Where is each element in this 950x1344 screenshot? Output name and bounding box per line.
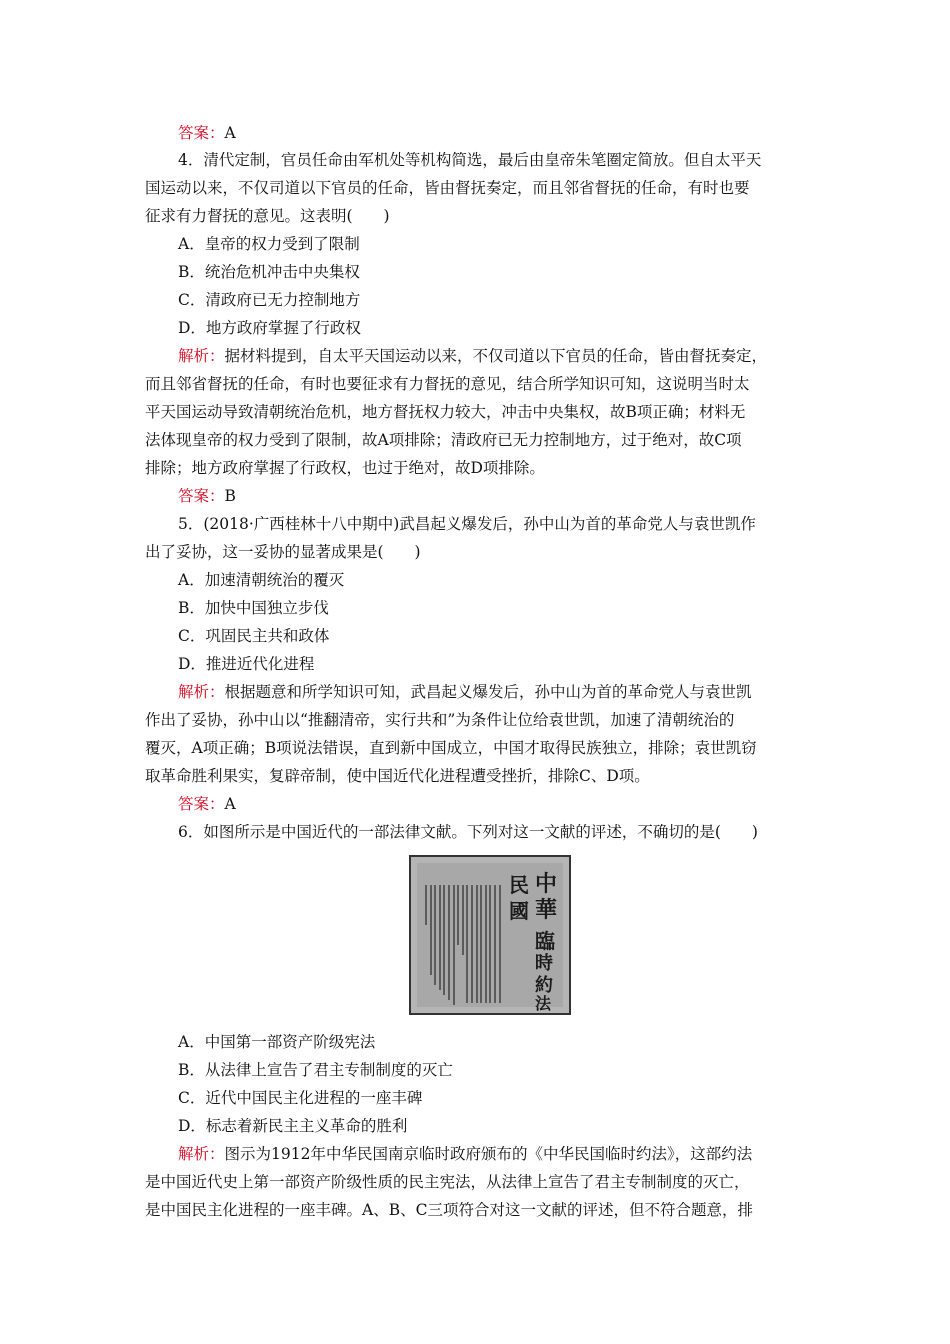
- text-line: [145, 206, 390, 226]
- text-line: [145, 766, 650, 786]
- text-column-mark: [425, 885, 427, 925]
- text-line: [145, 1172, 750, 1192]
- text-column-mark: [443, 885, 445, 995]
- line-text: 是中国近代史上第一部资产阶级性质的民主宪法，从法律上宣告了君主专制制度的灭亡，: [145, 1173, 750, 1191]
- line-text: C．巩固民主共和政体: [178, 627, 330, 645]
- line-text: A: [224, 795, 236, 813]
- text-line: [178, 234, 360, 254]
- red-label: 解析：: [178, 347, 225, 365]
- line-text: B．加快中国独立步伐: [178, 599, 329, 617]
- text-line: [178, 1060, 453, 1080]
- text-column-mark: [457, 885, 459, 945]
- text-line: [145, 738, 757, 758]
- line-text: A．中国第一部资产阶级宪法: [178, 1033, 376, 1051]
- line-text: D．标志着新民主主义革命的胜利: [178, 1117, 408, 1135]
- text-line: [178, 1088, 422, 1108]
- text-column-mark: [439, 885, 441, 990]
- text-column-mark: [471, 885, 473, 1003]
- line-text: C．清政府已无力控制地方: [178, 291, 361, 309]
- red-label: 解析：: [178, 683, 225, 701]
- text-line: [178, 682, 752, 702]
- line-text: 法体现皇帝的权力受到了限制，故A项排除；清政府已无力控制地方，过于绝对，故C项: [145, 431, 742, 449]
- text-column-mark: [434, 885, 436, 985]
- line-text: 征求有力督抚的意见。这表明( ): [145, 207, 390, 225]
- line-text: 作出了妥协，孙中山以“推翻清帝，实行共和”为条件让位给袁世凯，加速了清朝统治的: [145, 711, 735, 729]
- text-line: [178, 346, 767, 366]
- text-line: [178, 822, 758, 842]
- figure-title-char: 臨: [535, 929, 555, 953]
- line-text: B．统治危机冲击中央集权: [178, 263, 360, 281]
- line-text: 覆灭，A项正确；B项说法错误，直到新中国成立，中国才取得民族独立，排除；袁世凯窃: [145, 739, 757, 757]
- line-text: 排除；地方政府掌握了行政权，也过于绝对，故D项排除。: [145, 459, 545, 477]
- text-line: [178, 654, 314, 674]
- text-line: [178, 290, 360, 310]
- document-scan: [417, 863, 563, 1013]
- line-text: 而且邻省督抚的任命，有时也要征求有力督抚的意见，结合所学知识可知，这说明当时太: [145, 375, 750, 393]
- text-line: [145, 430, 742, 450]
- text-line: [178, 794, 236, 814]
- text-line: [178, 123, 236, 143]
- text-line: [178, 262, 360, 282]
- text-line: [145, 1200, 753, 1220]
- text-column-mark: [494, 885, 496, 1003]
- line-text: D．推进近代化进程: [178, 655, 315, 673]
- text-line: [145, 374, 750, 394]
- text-line: [178, 150, 761, 170]
- text-line: [145, 542, 421, 562]
- constitution-document-image: [409, 855, 571, 1015]
- line-text: 图示为1912年中华民国南京临时政府颁布的《中华民国临时约法》，这部约法: [224, 1145, 753, 1163]
- text-column-mark: [489, 885, 491, 1003]
- line-text: 平天国运动导致清朝统治危机，地方督抚权力较大，冲击中央集权，故B项正确；材料无: [145, 403, 746, 421]
- text-line: [145, 402, 745, 422]
- figure-title-char: 時: [535, 953, 553, 974]
- line-text: A．皇帝的权力受到了限制: [178, 235, 360, 253]
- text-column-mark: [485, 885, 487, 1003]
- text-column-mark: [430, 885, 432, 975]
- text-column-mark: [453, 885, 455, 1005]
- text-column-mark: [462, 885, 464, 955]
- line-text: 4．清代定制，官员任命由军机处等机构简选，最后由皇帝朱笔圈定简放。但自太平天: [178, 151, 762, 169]
- line-text: 国运动以来，不仅司道以下官员的任命，皆由督抚奏定，而且邻省督抚的任命，有时也要: [145, 179, 750, 197]
- figure-title-char: 華: [535, 897, 558, 923]
- figure-title-char: 國: [509, 899, 529, 923]
- text-column-mark: [466, 885, 468, 1003]
- text-line: [145, 458, 545, 478]
- text-line: [178, 1144, 752, 1164]
- figure-title-char: 民: [509, 873, 529, 897]
- line-text: 出了妥协，这一妥协的显著成果是( ): [145, 543, 421, 561]
- text-column-mark: [476, 885, 478, 1003]
- text-line: [178, 318, 361, 338]
- text-line: [178, 570, 344, 590]
- text-column-mark: [499, 885, 501, 1003]
- line-text: B: [224, 487, 236, 505]
- line-text: B．从法律上宣告了君主专制制度的灭亡: [178, 1061, 453, 1079]
- line-text: A: [224, 124, 236, 142]
- text-line: [178, 486, 236, 506]
- line-text: 取革命胜利果实，复辟帝制，使中国近代化进程遭受挫折，排除C、D项。: [145, 767, 650, 785]
- text-line: [178, 626, 329, 646]
- line-text: 是中国民主化进程的一座丰碑。A、B、C三项符合对这一文献的评述，但不符合题意，排: [145, 1201, 753, 1219]
- text-line: [178, 1032, 375, 1052]
- line-text: 根据题意和所学知识可知，武昌起义爆发后，孙中山为首的革命党人与袁世凯: [224, 683, 752, 701]
- text-column-mark: [480, 885, 482, 1003]
- red-label: 答案：: [178, 487, 225, 505]
- text-line: [178, 1116, 407, 1136]
- line-text: A．加速清朝统治的覆灭: [178, 571, 345, 589]
- red-label: 解析：: [178, 1145, 225, 1163]
- text-column-mark: [448, 885, 450, 1000]
- figure-title-char: 法: [535, 994, 552, 1013]
- red-label: 答案：: [178, 795, 225, 813]
- figure-title-char: 中: [535, 871, 558, 897]
- line-text: 6．如图所示是中国近代的一部法律文献。下列对这一文献的评述，不确切的是( ): [178, 823, 758, 841]
- line-text: 据材料提到，自太平天国运动以来，不仅司道以下官员的任命，皆由督抚奏定，: [224, 347, 768, 365]
- figure-title-char: 約: [535, 975, 553, 996]
- text-line: [178, 514, 756, 534]
- line-text: C．近代中国民主化进程的一座丰碑: [178, 1089, 423, 1107]
- line-text: 5．(2018·广西桂林十八中期中)武昌起义爆发后，孙中山为首的革命党人与袁世凯作: [178, 515, 756, 533]
- text-line: [145, 178, 750, 198]
- red-label: 答案：: [178, 124, 225, 142]
- text-line: [178, 598, 329, 618]
- line-text: D．地方政府掌握了行政权: [178, 319, 361, 337]
- text-line: [145, 710, 734, 730]
